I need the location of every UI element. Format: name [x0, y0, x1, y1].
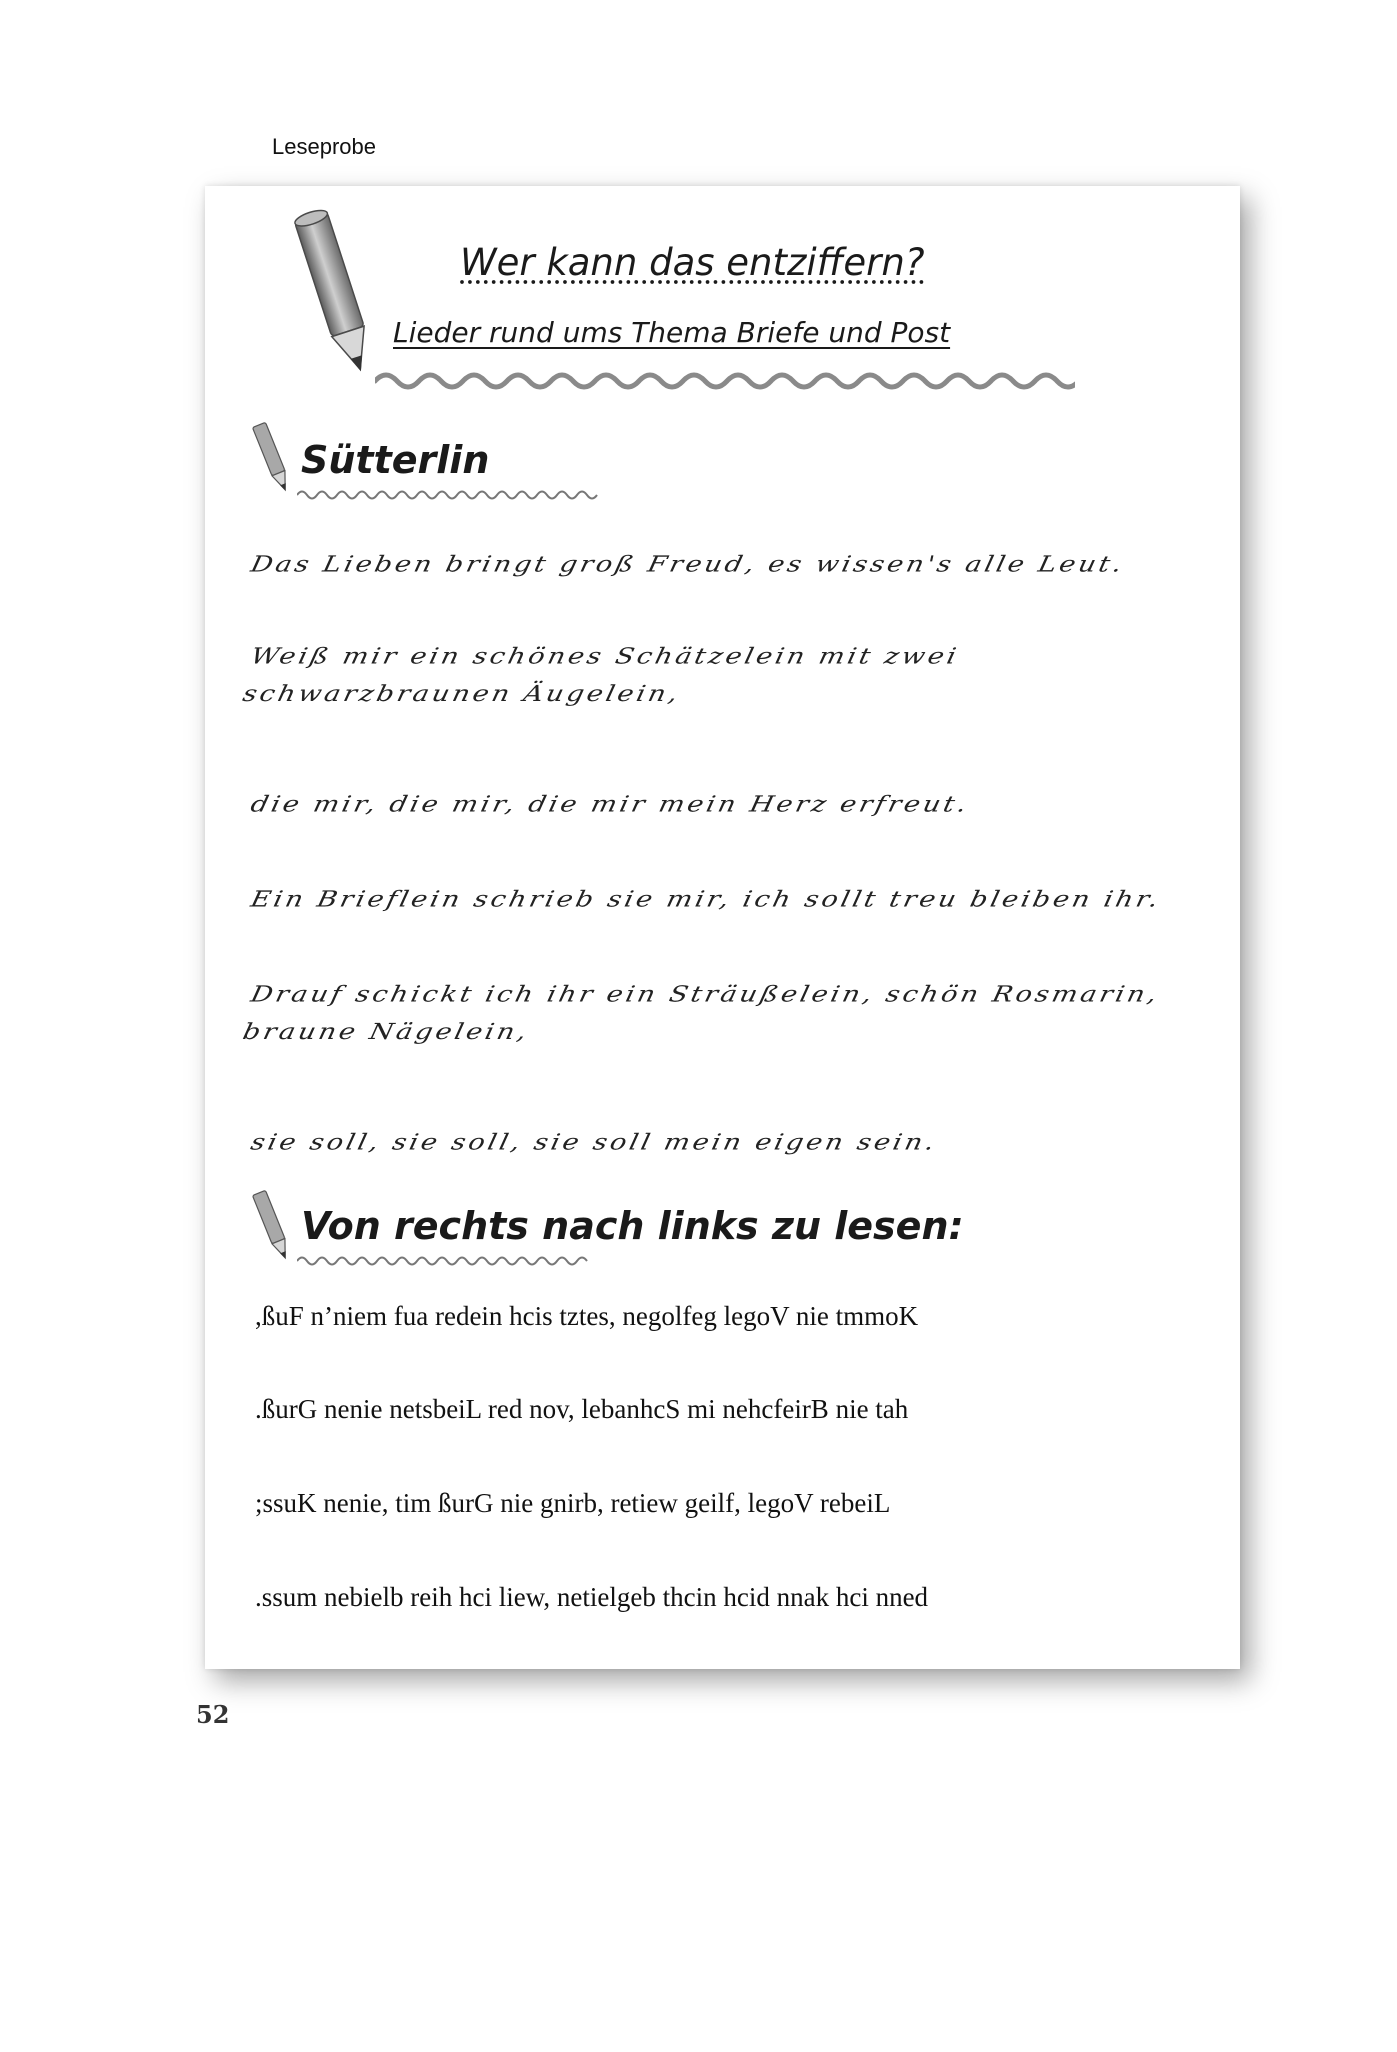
worksheet-card [205, 186, 1240, 1669]
suetterlin-line-1: Das Lieben bringt groß Freud, es wissen's alle Leut. [248, 551, 1127, 578]
wavy-divider [375, 369, 1075, 393]
suetterlin-line-2: Weiß mir ein schönes Schätzelein mit zwei schwarzbraunen Äugelein, [240, 643, 962, 707]
pencil-icon [251, 1186, 295, 1264]
suetterlin-line-5: Drauf schickt ich ihr ein Sträußelein, schön Rosmarin, braune Nägelein, [240, 981, 1162, 1045]
reversed-line-4: .ssum nebielb reih hci liew, netielgeb thcin hcid nnak hci nned [255, 1582, 929, 1612]
reversed-line-1: ,ßuF n’niem fua redein hcis tztes, negolfeg legoV nie tmmoK [255, 1301, 919, 1331]
main-title: Wer kann das entziffern? [460, 241, 925, 284]
suetterlin-line-3: die mir, die mir, die mir mein Herz erfreut. [248, 791, 972, 818]
wavy-underline [297, 488, 607, 502]
wavy-underline [297, 1254, 597, 1268]
page-number: 52 [196, 1700, 230, 1729]
sub-title: Lieder rund ums Thema Briefe und Post [393, 316, 951, 349]
pencil-icon [251, 418, 295, 496]
suetterlin-line-6: sie soll, sie soll, sie soll mein eigen sein. [248, 1129, 940, 1156]
leseprobe-label: Leseprobe [272, 134, 376, 159]
reversed-line-3: ;ssuK nenie, tim ßurG nie gnirb, retiew geilf, legoV rebeiL [255, 1488, 891, 1518]
pencil-icon [285, 204, 395, 384]
section-heading-suetterlin: Sütterlin [301, 438, 490, 482]
suetterlin-line-4: Ein Brieflein schrieb sie mir, ich sollt treu bleiben ihr. [248, 886, 1164, 913]
reversed-line-2: .ßurG nenie netsbeiL red nov, lebanhcS mi nehcfeirB nie tah [255, 1394, 909, 1424]
section-heading-reversed: Von rechts nach links zu lesen: [301, 1204, 964, 1248]
